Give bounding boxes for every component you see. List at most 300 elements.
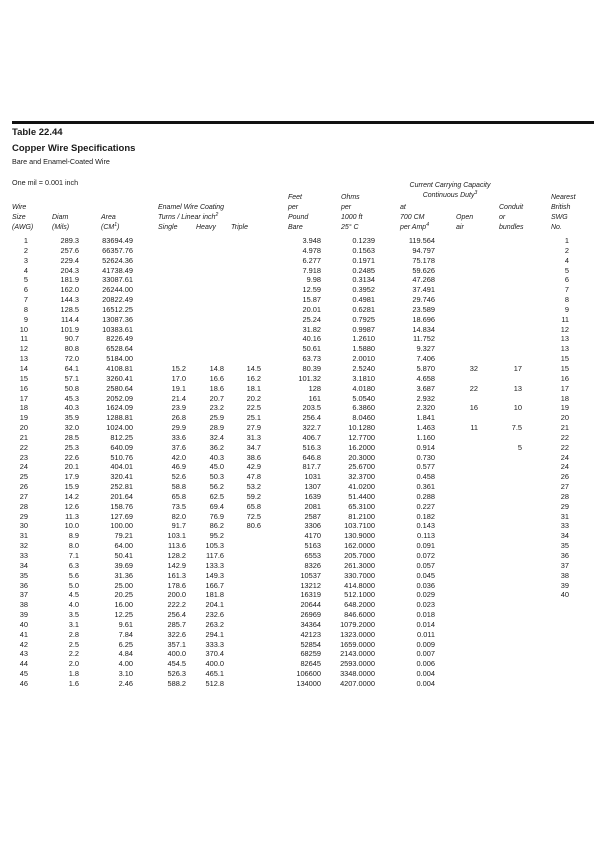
cell-ohms: 162.0000 [344,541,375,551]
cell-700cm: 0.458 [416,472,435,482]
cell-700cm: 0.227 [416,501,435,511]
header-feet-per-pound [288,193,308,233]
cell-swg: 18 [560,393,569,403]
cell-heavy: 232.6 [205,610,224,620]
cell-area: 79.21 [114,531,133,541]
header-line [396,191,504,201]
cell-feet: 516.3 [302,442,321,452]
cell-swg: 2 [564,245,569,255]
cell-swg: 27 [560,482,569,492]
cell-ohms: 32.3700 [348,472,375,482]
cell-700cm: 0.288 [416,491,435,501]
cell-single: 113.6 [168,541,186,551]
cell-heavy: 16.6 [209,373,224,383]
header-enamel-group [158,203,224,223]
cell-diam: 4.5 [68,590,79,600]
cell-awg: 36 [19,580,28,590]
cell-area: 4.84 [118,649,133,659]
header-line: bundles [499,223,524,231]
cell-single: 29.9 [171,423,186,433]
table-row [0,649,595,659]
cell-single: 178.6 [167,580,186,590]
header-current-group [396,181,504,201]
cell-awg: 8 [23,304,28,314]
cell-feet: 2081 [304,501,321,511]
table-row [0,600,595,610]
cell-awg: 40 [19,619,28,629]
cell-single: 26.8 [171,413,186,423]
cell-ohms: 0.1239 [352,236,375,245]
cell-area: 12.25 [114,610,133,620]
cell-diam: 17.9 [64,472,79,482]
table-row [0,521,595,531]
cell-awg: 2 [23,245,28,255]
cell-triple: 65.8 [246,501,261,511]
cell-ohms: 1.5880 [352,344,375,354]
header-line: per [288,203,299,211]
cell-swg: 20 [560,413,569,423]
table-number: Table 22.44 [12,127,63,138]
cell-single: 400.0 [167,649,186,659]
table-row [0,630,595,640]
cell-diam: 25.3 [64,442,79,452]
header-line: Pound [288,213,309,221]
cell-heavy: 36.2 [209,442,224,452]
cell-single: 19.1 [171,383,186,393]
cell-awg: 19 [19,413,28,423]
cell-feet: 7.918 [302,265,321,275]
cell-swg: 40 [560,590,569,600]
cell-feet: 646.8 [302,452,321,462]
cell-swg: 5 [564,265,569,275]
table-row [0,236,595,246]
cell-awg: 34 [19,560,28,570]
cell-awg: 37 [19,590,28,600]
cell-swg: 7 [564,285,569,295]
cell-awg: 29 [19,511,28,521]
footnote-mark: 4 [426,221,429,228]
cell-triple: 53.2 [246,482,261,492]
header-triple: Triple [231,224,248,231]
cell-700cm: 0.577 [416,462,435,472]
header-line: Wire [12,204,27,211]
cell-area: 8226.49 [106,334,133,344]
table-note: One mil = 0.001 inch [12,178,79,187]
header-swg [551,193,576,233]
cell-diam: 45.3 [64,393,79,403]
cell-awg: 26 [19,482,28,492]
cell-single: 357.1 [167,639,186,649]
cell-area: 2052.09 [106,393,133,403]
cell-awg: 6 [23,285,28,295]
cell-feet: 6553 [304,551,321,560]
cell-single: 256.4 [167,610,186,620]
cell-diam: 90.7 [64,334,79,344]
cell-swg: 22 [560,432,569,442]
cell-feet: 203.5 [302,403,321,413]
cell-ohms: 20.3000 [348,452,375,462]
cell-feet: 1307 [304,482,321,492]
cell-feet: 8326 [304,560,321,570]
cell-awg: 15 [19,373,28,383]
cell-ohms: 2143.0000 [340,649,375,659]
cell-single: 37.6 [171,442,186,452]
cell-feet: 3.948 [302,236,321,245]
cell-area: 10383.61 [102,324,133,334]
cell-700cm: 4.658 [416,373,435,383]
cell-single: 15.2 [171,363,186,373]
cell-ohms: 3.1810 [352,373,375,383]
cell-feet: 4170 [304,531,321,541]
cell-feet: 106600 [296,669,321,679]
cell-ohms: 0.9987 [352,324,375,334]
cell-700cm: 0.730 [416,452,435,462]
cell-awg: 35 [19,570,28,580]
cell-feet: 322.7 [302,423,321,433]
cell-feet: 12.59 [302,285,321,295]
table-body [0,236,595,689]
cell-ohms: 8.0460 [352,413,375,423]
cell-area: 404.01 [110,462,133,472]
cell-area: 4.00 [118,659,133,669]
cell-ohms: 1079.2000 [340,619,375,629]
cell-single: 82.0 [171,511,186,521]
cell-diam: 229.4 [60,255,79,265]
cell-heavy: 149.3 [205,570,224,580]
cell-awg: 32 [19,541,28,551]
cell-triple: 80.6 [246,521,261,531]
cell-awg: 21 [19,432,28,442]
cell-ohms: 330.7000 [344,570,375,580]
cell-feet: 16319 [300,590,321,600]
cell-700cm: 0.018 [416,610,435,620]
cell-700cm: 0.011 [417,629,435,639]
cell-swg: 24 [560,452,569,462]
cell-single: 103.1 [167,531,186,541]
cell-single: 58.8 [171,482,186,492]
cell-single: 285.7 [167,619,186,629]
cell-single: 322.6 [167,629,186,639]
cell-area: 64.00 [114,541,133,551]
cell-feet: 161 [308,393,321,403]
cell-area: 13087.36 [102,314,133,324]
cell-diam: 144.3 [60,295,79,305]
cell-triple: 47.8 [246,472,261,482]
header-line: Area [101,214,116,221]
cell-area: 3260.41 [106,373,133,383]
cell-feet: 40.16 [302,334,321,344]
cell-700cm: 3.687 [416,383,435,393]
cell-diam: 28.5 [64,432,79,442]
cell-single: 161.3 [167,570,186,580]
cell-700cm: 7.406 [416,354,435,364]
cell-swg: 12 [560,324,569,334]
cell-swg: 8 [564,295,569,305]
cell-single: 17.0 [171,373,186,383]
cell-single: 33.6 [171,432,186,442]
cell-ohms: 6.3860 [352,403,375,413]
cell-awg: 9 [23,314,28,324]
header-line: Ohms [341,194,360,201]
header-line: 700 CM [400,213,425,221]
cell-heavy: 294.1 [205,629,224,639]
cell-heavy: 400.0 [205,659,224,669]
cell-swg: 15 [560,363,569,373]
cell-ohms: 2.0010 [352,354,375,364]
cell-single: 91.7 [171,521,186,531]
cell-ohms: 16.2000 [348,442,375,452]
table-row [0,492,595,502]
cell-ohms: 4.0180 [352,383,375,393]
header-line: No. [551,223,562,231]
cell-700cm: 75.178 [412,255,435,265]
cell-area: 7.84 [118,629,133,639]
table-row [0,266,595,276]
cell-heavy: 56.2 [209,482,224,492]
table-row [0,384,595,394]
table-row [0,295,595,305]
cell-feet: 3306 [304,521,321,531]
table-row [0,472,595,482]
cell-700cm: 0.361 [416,482,435,492]
cell-awg: 46 [19,678,28,688]
cell-heavy: 166.7 [205,580,224,590]
cell-area: 52624.36 [102,255,133,265]
cell-swg: 16 [560,373,569,383]
cell-700cm: 2.320 [416,403,435,413]
cell-triple: 42.9 [246,462,261,472]
cell-heavy: 86.2 [209,521,224,531]
cell-awg: 42 [19,639,28,649]
cell-swg: 17 [560,383,569,393]
cell-single: 454.5 [167,659,186,669]
table-row [0,246,595,256]
table-row [0,512,595,522]
cell-feet: 68259 [300,649,321,659]
cell-area: 1288.81 [106,413,133,423]
header-700cm [400,203,429,233]
cell-ohms: 0.2485 [352,265,375,275]
cell-feet: 34364 [300,619,321,629]
cell-diam: 12.6 [64,501,79,511]
cell-swg: 37 [560,560,569,570]
cell-area: 6528.64 [106,344,133,354]
header-line: Diam [52,214,69,221]
table-row [0,344,595,354]
cell-awg: 39 [19,610,28,620]
cell-700cm: 0.914 [416,442,435,452]
header-open-air [456,213,473,233]
table-row [0,413,595,423]
cell-feet: 25.24 [302,314,321,324]
cell-single: 65.8 [171,491,186,501]
cell-triple: 14.5 [246,363,261,373]
cell-triple: 31.3 [246,432,261,442]
cell-700cm: 0.091 [416,541,435,551]
cell-ohms: 0.3134 [352,275,375,285]
cell-heavy: 105.3 [205,541,224,551]
header-text: ) [117,223,120,231]
cell-ohms: 1.2610 [352,334,375,344]
cell-heavy: 370.4 [205,649,224,659]
cell-ohms: 0.3952 [352,285,375,295]
cell-diam: 72.0 [64,354,79,364]
table-title: Copper Wire Specifications [12,143,136,154]
cell-feet: 817.7 [302,462,321,472]
cell-diam: 5.6 [68,570,79,580]
cell-awg: 18 [19,403,28,413]
cell-area: 5184.00 [106,354,133,364]
cell-triple: 72.5 [246,511,261,521]
cell-700cm: 0.072 [416,551,435,560]
cell-area: 812.25 [110,432,133,442]
cell-ohms: 103.7100 [344,521,375,531]
cell-feet: 50.61 [302,344,321,354]
cell-open-air: 32 [469,363,478,373]
cell-area: 252.81 [110,482,133,492]
cell-diam: 4.0 [68,600,79,610]
cell-awg: 28 [19,501,28,511]
header-line: Current Carrying Capacity [409,182,491,189]
cell-awg: 16 [19,383,28,393]
cell-area: 640.09 [110,442,133,452]
cell-awg: 1 [23,236,28,245]
cell-feet: 10537 [300,570,321,580]
cell-ohms: 0.6281 [352,304,375,314]
cell-ohms: 10.1280 [348,423,375,433]
cell-diam: 22.6 [64,452,79,462]
table-row [0,423,595,433]
cell-open-air: 11 [470,423,478,433]
cell-awg: 43 [19,649,28,659]
cell-swg: 33 [560,521,569,531]
table-row [0,531,595,541]
cell-diam: 1.8 [68,669,79,679]
cell-swg: 26 [560,472,569,482]
cell-700cm: 0.045 [416,570,435,580]
cell-feet: 1639 [304,491,321,501]
cell-conduit: 17 [513,363,522,373]
cell-single: 526.3 [167,669,186,679]
cell-700cm: 23.589 [412,304,435,314]
cell-ohms: 205.7000 [344,551,375,560]
cell-awg: 13 [19,354,28,364]
cell-conduit: 5 [517,442,522,452]
cell-700cm: 0.057 [416,560,435,570]
table-row [0,640,595,650]
header-area [101,213,119,233]
cell-ohms: 65.3100 [348,501,375,511]
cell-diam: 32.0 [64,423,79,433]
cell-ohms: 5.0540 [352,393,375,403]
cell-area: 127.69 [110,511,133,521]
cell-700cm: 0.113 [417,531,435,541]
table-row [0,364,595,374]
cell-ohms: 648.2000 [344,600,375,610]
cell-700cm: 9.327 [416,344,435,354]
header-text: Continuous Duty [422,191,475,199]
cell-awg: 23 [19,452,28,462]
table-row [0,571,595,581]
cell-area: 3.10 [118,669,133,679]
cell-ohms: 261.3000 [344,560,375,570]
cell-swg: 29 [560,501,569,511]
cell-feet: 13212 [300,580,321,590]
cell-single: 21.4 [171,393,186,403]
table-row [0,669,595,679]
cell-diam: 1.6 [68,678,79,688]
cell-diam: 3.5 [68,610,79,620]
cell-awg: 44 [19,659,28,669]
cell-700cm: 1.841 [416,413,435,423]
cell-heavy: 25.9 [209,413,224,423]
table-row [0,659,595,669]
cell-area: 25.00 [114,580,133,590]
cell-swg: 24 [560,462,569,472]
cell-700cm: 0.007 [416,649,435,659]
cell-700cm: 37.491 [412,285,435,295]
cell-feet: 406.7 [302,432,321,442]
header-line: per [341,203,352,211]
cell-heavy: 465.1 [205,669,224,679]
cell-diam: 181.9 [60,275,79,285]
cell-single: 142.9 [167,560,186,570]
footnote-mark: 3 [474,189,478,196]
cell-ohms: 25.6700 [348,462,375,472]
cell-swg: 15 [560,354,569,364]
cell-area: 66357.76 [102,245,133,255]
cell-heavy: 95.2 [209,531,224,541]
cell-diam: 5.0 [68,580,79,590]
footnote-mark: 2 [215,211,219,218]
cell-awg: 45 [19,669,28,679]
cell-awg: 4 [23,265,28,275]
header-wire-size [12,203,33,233]
cell-area: 158.76 [110,501,133,511]
cell-heavy: 117.6 [206,551,224,560]
table-row [0,334,595,344]
cell-diam: 7.1 [68,551,79,560]
cell-triple: 25.1 [246,413,261,423]
table-row [0,275,595,285]
cell-awg: 22 [19,442,28,452]
table-row [0,561,595,571]
cell-area: 39.69 [114,560,133,570]
cell-feet: 6.277 [302,255,321,265]
cell-diam: 101.9 [60,324,79,334]
cell-feet: 20644 [300,600,321,610]
cell-ohms: 41.0200 [348,482,375,492]
cell-feet: 82645 [300,659,321,669]
cell-swg: 22 [560,442,569,452]
header-line: Feet [288,194,303,201]
table-row [0,620,595,630]
cell-swg: 4 [564,255,569,265]
cell-700cm: 29.746 [412,295,435,305]
cell-area: 510.76 [110,452,133,462]
table-row [0,305,595,315]
cell-ohms: 0.4981 [352,295,375,305]
cell-area: 2580.64 [106,383,133,393]
cell-ohms: 81.2100 [348,511,375,521]
cell-700cm: 0.014 [416,619,435,629]
cell-700cm: 0.029 [416,590,435,600]
table-row [0,482,595,492]
cell-diam: 204.3 [60,265,79,275]
cell-swg: 28 [560,491,569,501]
cell-ohms: 3348.0000 [340,669,375,679]
cell-ohms: 2593.0000 [340,659,375,669]
